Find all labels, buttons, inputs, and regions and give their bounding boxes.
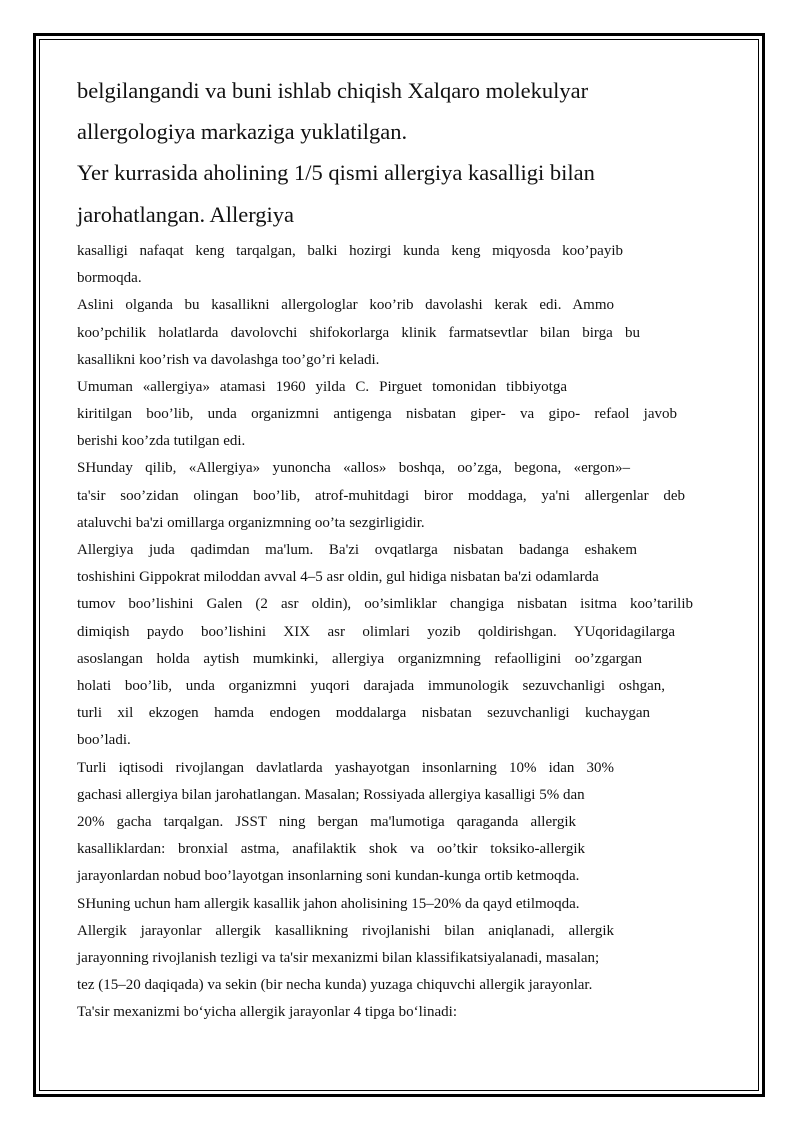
text-line: Aslini olganda bu kasallikni allergologlar koo’rib davolashi kerak edi. Ammo <box>77 297 614 313</box>
heading-line: allergologiya markaziga yuklatilgan. <box>77 119 408 144</box>
text-line: bormoqda. <box>77 270 142 286</box>
text-line: asoslangan holda aytish mumkinki, allergiya organizmning refaolligini oo’zgargan <box>77 651 642 667</box>
heading-line: belgilangandi va buni ishlab chiqish Xalqaro molekulyar <box>77 78 589 103</box>
text-line: turli xil ekzogen hamda endogen moddalarga nisbatan sezuvchanligi kuchaygan <box>77 705 650 721</box>
text-line: berishi koo’zda tutilgan edi. <box>77 433 246 449</box>
text-line: kasallikni koo’rish va davolashga too’go’ri keladi. <box>77 352 380 368</box>
text-line: ataluvchi ba'zi omillarga organizmning oo’ta sezgirligidir. <box>77 515 425 531</box>
text-line: 20% gacha tarqalgan. JSST ning bergan ma'lumotiga qaraganda allergik <box>77 814 576 830</box>
text-line: Allergik jarayonlar allergik kasallikning rivojlanishi bilan aniqlanadi, allergik <box>77 923 614 939</box>
text-line: boo’ladi. <box>77 732 131 748</box>
text-line: jarayonning rivojlanish tezligi va ta'sir mexanizmi bilan klassifikatsiyalanadi, masalan; <box>77 950 600 966</box>
text-line: dimiqish paydo boo’lishini XIX asr olimlari yozib qoldirishgan. YUqoridagilarga <box>77 624 675 640</box>
text-line: Allergiya juda qadimdan ma'lum. Ba'zi ovqatlarga nisbatan badanga eshakem <box>77 542 637 558</box>
text-line: tumov boo’lishini Galen (2 asr oldin), oo’simliklar changiga nisbatan isitma koo’tarilib <box>77 596 693 612</box>
text-line: holati boo’lib, unda organizmni yuqori darajada immunologik sezuvchanligi oshgan, <box>77 678 665 694</box>
text-line: Umuman «allergiya» atamasi 1960 yilda C. Pirguet tomonidan tibbiyotga <box>77 379 567 395</box>
text-line: gachasi allergiya bilan jarohatlangan. Masalan; Rossiyada allergiya kasalligi 5% dan <box>77 787 585 803</box>
text-line: Turli iqtisodi rivojlangan davlatlarda yashayotgan insonlarning 10% idan 30% <box>77 760 614 776</box>
text-line: koo’pchilik holatlarda davolovchi shifokorlarga klinik farmatsevtlar bilan birga bu <box>77 325 640 341</box>
text-line: jarayonlardan nobud boo’layotgan insonlarning soni kundan-kunga ortib ketmoqda. <box>77 868 580 884</box>
text-line: ta'sir soo’zidan olingan boo’lib, atrof-muhitdagi biror moddaga, ya'ni allergenlar deb <box>77 488 685 504</box>
text-line: Ta'sir mexanizmi bo‘yicha allergik jarayonlar 4 tipga bo‘linadi: <box>77 1004 458 1020</box>
text-line: kiritilgan boo’lib, unda organizmni antigenga nisbatan giper- va gipo- refaol javob <box>77 406 677 422</box>
heading-line: jarohatlangan. Allergiya <box>77 202 295 227</box>
text-line: kasalliklardan: bronxial astma, anafilaktik shok va oo’tkir toksiko-allergik <box>77 841 585 857</box>
heading-line: Yer kurrasida aholining 1/5 qismi allergiya kasalligi bilan <box>77 160 595 185</box>
text-line: kasalligi nafaqat keng tarqalgan, balki hozirgi kunda keng miqyosda koo’payib <box>77 243 623 259</box>
text-line: SHunday qilib, «Allergiya» yunoncha «allos» boshqa, oo’zga, begona, «ergon»– <box>77 460 630 476</box>
text-line: SHuning uchun ham allergik kasallik jahon aholisining 15–20% da qayd etilmoqda. <box>77 896 580 912</box>
text-line: toshishini Gippokrat miloddan avval 4–5 asr oldin, gul hidiga nisbatan ba'zi odamlarda <box>77 569 599 585</box>
text-line: tez (15–20 daqiqada) va sekin (bir necha kunda) yuzaga chiquvchi allergik jarayonlar. <box>77 977 593 993</box>
